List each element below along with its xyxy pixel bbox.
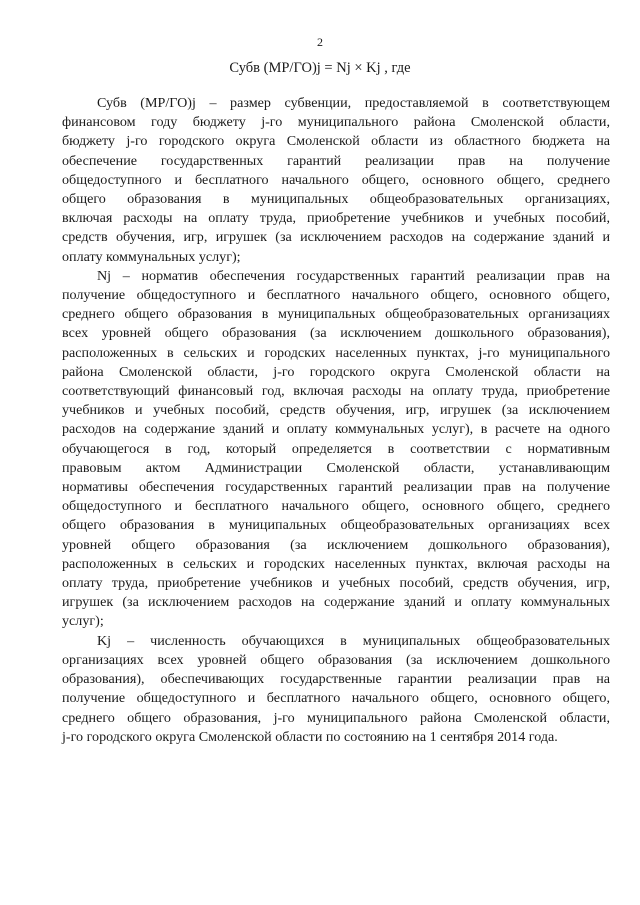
text-line: услуг);	[62, 613, 104, 630]
text-line: включая расходы на оплату труда, приобретение учебников и учебных пособий,	[62, 210, 610, 227]
text-line: Субв (МР/ГО)j – размер субвенции, предоставляемой в соответствующем	[97, 95, 610, 111]
text-line: оплату труда, приобретение учебников и учебных пособий, средств обучения, игр,	[62, 575, 610, 592]
text-line: района Смоленской области, j-го городского округа Смоленской области на	[62, 363, 610, 380]
subvention-formula: Субв (МР/ГО)j = Nj × Kj , где	[229, 60, 411, 76]
text-line: Kj – численность обучающихся в муниципальных общеобразовательных	[97, 632, 610, 649]
text-line: общего образования в муниципальных общеобразовательных организациях всех	[62, 517, 610, 534]
text-line: всех уровней общего образования (за исключением дошкольного образования),	[62, 325, 610, 342]
text-line: игрушек (за исключением расходов на содержание зданий и оплату коммунальных	[62, 594, 610, 611]
text-line: нормативы обеспечения государственных гарантий реализации прав на получение	[62, 479, 610, 496]
text-line: j-го городского округа Смоленской области по состоянию на 1 сентября 2014 года.	[62, 728, 558, 745]
document-body	[62, 94, 610, 747]
text-line: организациях всех уровней общего образования (за исключением дошкольного	[62, 651, 610, 668]
text-line: учебников и учебных пособий, средств обучения, игр, игрушек (за исключением	[62, 402, 610, 419]
text-line: соответствующий финансовый год, включая расходы на оплату труда, приобретение	[62, 383, 610, 400]
text-line: обеспечение государственных гарантий реализации прав на получение	[62, 152, 610, 169]
text-line: среднего общего образования в муниципальных общеобразовательных организациях	[62, 306, 610, 323]
text-line: правовым актом Администрации Смоленской области, устанавливающим	[62, 459, 610, 476]
text-line: Nj – норматив обеспечения государственных гарантий реализации прав на	[97, 267, 610, 284]
text-line: расходов на содержание зданий и оплату коммунальных услуг), в расчете на одного	[62, 421, 610, 438]
text-line: получение общедоступного и бесплатного начального общего, основного общего,	[62, 690, 610, 707]
text-line: общедоступного и бесплатного начального общего, основного общего, среднего	[62, 498, 610, 515]
text-line: уровней общего образования (за исключением дошкольного образования),	[62, 536, 610, 553]
paragraph-nj-definition	[62, 267, 610, 632]
text-line: расположенных в сельских и городских населенных пунктах, j-го муниципального	[62, 344, 610, 361]
text-line: финансовом году бюджету j-го муниципального района Смоленской области,	[62, 114, 610, 131]
text-line: расположенных в сельских и городских населенных пунктах, включая расходы на	[62, 555, 610, 572]
text-line: обучающегося в год, который определяется в соответствии с нормативным	[62, 440, 610, 457]
text-line: оплату коммунальных услуг);	[62, 248, 241, 265]
text-line: среднего общего образования, j-го муниципального района Смоленской области,	[62, 709, 610, 726]
text-line: бюджету j-го городского округа Смоленской области из областного бюджета на	[62, 133, 610, 150]
text-line: общедоступного и бесплатного начального общего, основного общего, среднего	[62, 171, 610, 188]
text-line: общего образования в муниципальных общеобразовательных организациях,	[62, 191, 610, 208]
paragraph-subv-definition	[62, 94, 610, 267]
text-line: получение общедоступного и бесплатного начального общего, основного общего,	[62, 287, 610, 304]
paragraph-kj-definition	[62, 632, 610, 747]
text-line: образования), обеспечивающих государственные гарантии реализации прав на	[62, 671, 610, 688]
text-line: средств обучения, игр, игрушек (за исключением расходов на содержание зданий и	[62, 229, 610, 246]
page-number: 2	[317, 35, 323, 49]
